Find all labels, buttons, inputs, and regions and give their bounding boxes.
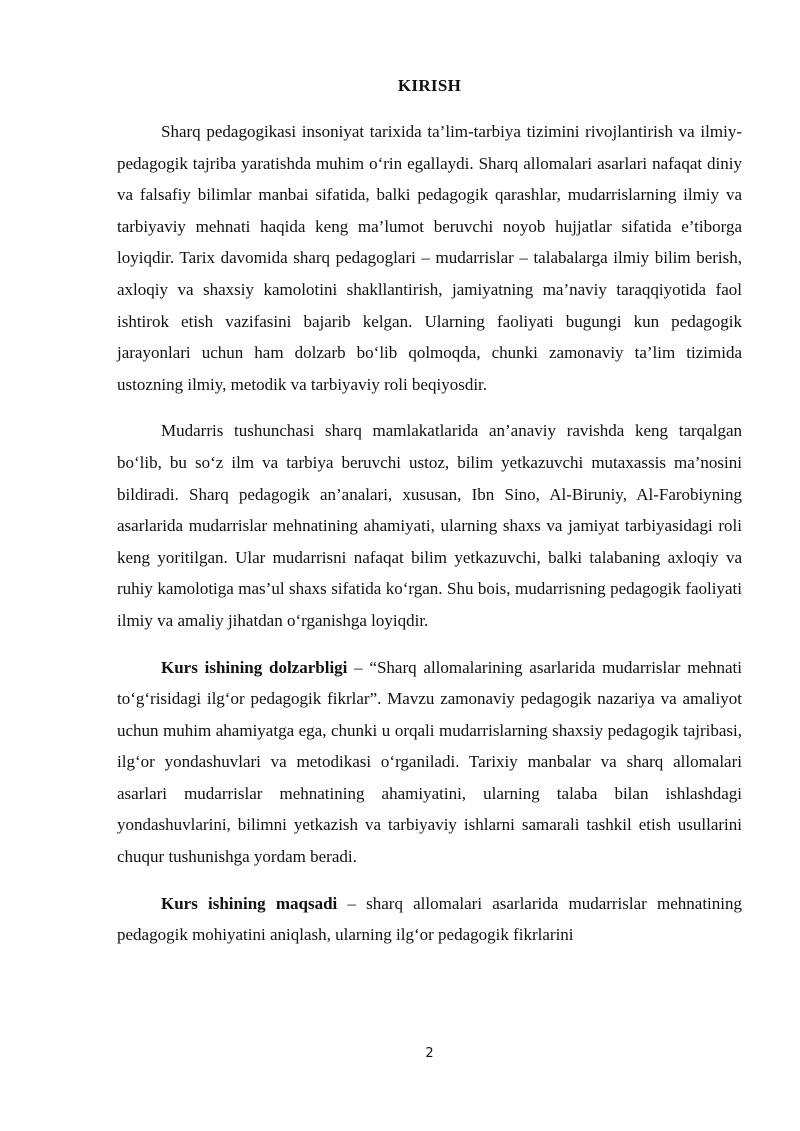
paragraph-text: – “Sharq allomalarining asarlarida mudarrislar mehnati to‘g‘risidagi ilg‘or pedagogik fikrlar”. Mavzu zamonaviy pedagogik nazariya va amaliyot uchun muhim ahamiyatga ega, chunki u orqali mudarrislarning shaxsiy pedagogik tajribasi, ilg‘or yondashuvlari va metodikasi o‘rganiladi. Tarixiy manbalar va sharq allomalari asarlari mudarrislar mehnatining ahamiyatini, ularning talaba bilan ishlashdagi yondashuvlarini, bilimni yetkazish va tarbiyaviy ishlarni samarali tashkil etish usullarini chuqur tushunishga yordam beradi. [117,657,742,867]
paragraph-relevance [117,652,742,873]
section-title: KIRISH [397,76,462,95]
paragraph-lead: Kurs ishining dolzarbligi [161,657,348,677]
paragraph-lead: Kurs ishining maqsadi [161,893,338,913]
paragraph-goal [117,888,742,951]
document-page [117,0,742,1131]
paragraph-intro [117,116,742,400]
body-text [117,116,742,966]
paragraph-text: – sharq allomalari asarlarida mudarrislar mehnatining pedagogik mohiyatini aniqlash, ularning ilg‘or pedagogik fikrlarini [117,893,742,945]
page-number: 2 [425,1046,434,1061]
paragraph-text: Mudarris tushunchasi sharq mamlakatlarida an’anaviy ravishda keng tarqalgan bo‘lib, bu so‘z ilm va tarbiya beruvchi ustoz, bilim yetkazuvchi mutaxassis ma’nosini bildiradi. Sharq pedagogik an’analari, xususan, Ibn Sino, Al-Biruniy, Al-Farobiyning asarlarida mudarrislar mehnatining ahamiyati, ularning shaxs va jamiyat tarbiyasidagi roli keng yoritilgan. Ular mudarrisni nafaqat bilim yetkazuvchi, balki talabaning axloqiy va ruhiy kamolotiga mas’ul shaxs sifatida ko‘rgan. Shu bois, mudarrisning pedagogik faoliyati ilmiy va amaliy jihatdan o‘rganishga loyiqdir. [117,421,742,630]
paragraph-text: Sharq pedagogikasi insoniyat tarixida ta’lim-tarbiya tizimini rivojlantirish va ilmiy-pedagogik tajriba yaratishda muhim o‘rin egallaydi. Sharq allomalari asarlari nafaqat diniy va falsafiy bilimlar manbai sifatida, balki pedagogik qarashlar, mudarrislarning ilmiy va tarbiyaviy mehnati haqida keng ma’lumot beruvchi noyob hujjatlar sifatida e’tiborga loyiqdir. Tarix davomida sharq pedagoglari – mudarrislar – talabalarga ilmiy bilim berish, axloqiy va shaxsiy kamolotini shakllantirish, jamiyatning ma’naviy taraqqiyotida faol ishtirok etish vazifasini bajarib kelgan. Ularning faoliyati bugungi kun pedagogik jarayonlari uchun ham dolzarb bo‘lib qolmoqda, chunki zamonaviy ta’lim tizimida ustozning ilmiy, metodik va tarbiyaviy roli beqiyosdir. [117,122,742,394]
paragraph-mudarris [117,415,742,636]
